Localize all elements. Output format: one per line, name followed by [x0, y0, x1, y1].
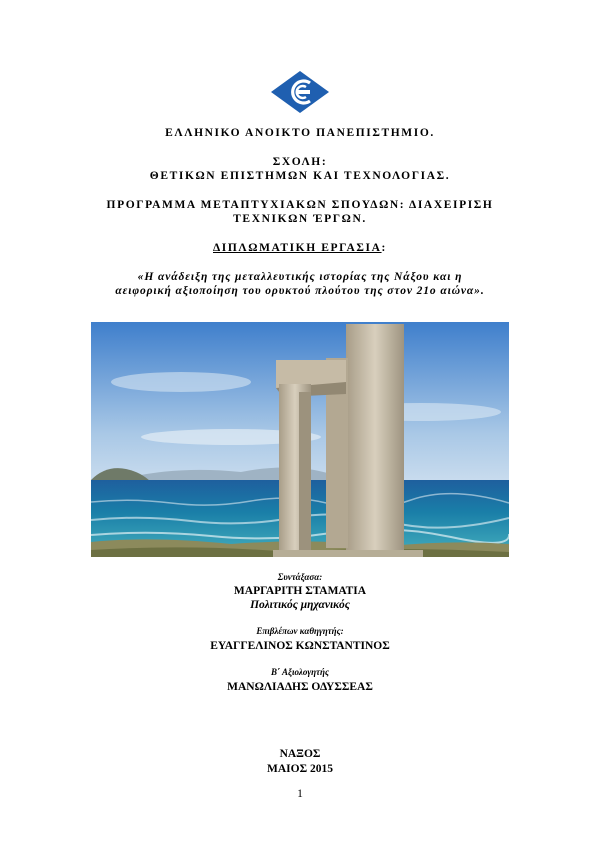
university-logo-icon — [270, 70, 330, 114]
second-evaluator-role: Β΄ Αξιολογητής — [271, 667, 329, 677]
author-role: Συντάξασα: — [277, 572, 323, 582]
author-name: ΜΑΡΓΑΡΙΤΗ ΣΤΑΜΑΤΙΑ — [233, 585, 367, 597]
portara-naxos-photo — [91, 322, 509, 557]
author-title: Πολιτικός μηχανικός — [250, 599, 350, 611]
second-evaluator-name: ΜΑΝΩΛΙΑΔΗΣ ΟΔΥΣΣΕΑΣ — [227, 681, 373, 693]
supervisor-name: ΕΥΑΓΓΕΛΙΝΟΣ ΚΩΝΣΤΑΝΤΙΝΟΣ — [210, 640, 390, 652]
place: ΝΑΞΟΣ — [279, 748, 321, 760]
thesis-label — [0, 242, 600, 254]
school-name: ΘΕΤΙΚΩΝ ΕΠΙΣΤΗΜΩΝ ΚΑΙ ΤΕΧΝΟΛΟΓΙΑΣ. — [149, 170, 451, 182]
thesis-title-line-1: «Η ανάδειξη της μεταλλευτικής ιστορίας της Νάξου και η — [137, 271, 463, 283]
school-label: ΣΧΟΛΗ: — [272, 156, 328, 168]
date: ΜΑΙΟΣ 2015 — [267, 763, 333, 775]
university-name: ΕΛΛΗΝΙΚΟ ΑΝΟΙΚΤΟ ΠΑΝΕΠΙΣΤΗΜΙΟ. — [165, 127, 435, 139]
thesis-label-text: ΔΙΠΛΩΜΑΤΙΚΗ ΕΡΓΑΣΙΑ — [213, 242, 382, 254]
program-line-2: ΤΕΧΝΙΚΩΝ ΈΡΓΩΝ. — [233, 213, 367, 225]
program-line-1: ΠΡΟΓΡΑΜΜΑ ΜΕΤΑΠΤΥΧΙΑΚΩΝ ΣΠΟΥΔΩΝ: ΔΙΑΧΕΙΡΙΣΗ — [106, 199, 494, 211]
thesis-title-line-2: αειφορική αξιοποίηση του ορυκτού πλούτου της στον 21ο αιώνα». — [115, 285, 485, 297]
thesis-label-colon: : — [381, 242, 387, 254]
page-number: 1 — [297, 788, 303, 800]
supervisor-role: Επιβλέπων καθηγητής: — [256, 626, 344, 636]
